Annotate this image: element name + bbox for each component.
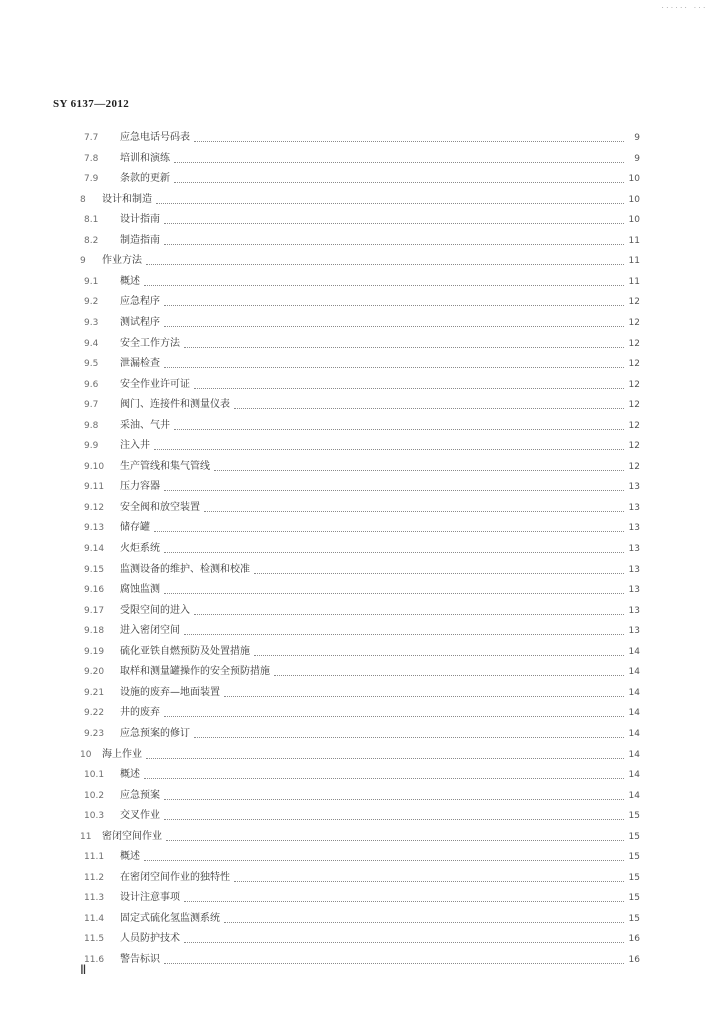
toc-entry-title: 测试程序 [120, 316, 160, 328]
toc-entry-title: 储存罐 [120, 522, 150, 534]
toc-entry-title: 井的废弃 [120, 707, 160, 719]
toc-entry-page: 13 [628, 482, 640, 493]
toc-leader-dots [234, 407, 624, 409]
toc-entry-page: 10 [628, 215, 640, 226]
toc-entry-page: 16 [628, 955, 640, 965]
toc-section-row[interactable] [84, 644, 640, 658]
toc-leader-dots [174, 428, 624, 430]
toc-leader-dots [234, 880, 624, 882]
toc-leader-dots [194, 140, 624, 142]
toc-entry-page: 14 [628, 749, 640, 760]
toc-leader-dots [146, 757, 624, 759]
toc-leader-dots [274, 674, 624, 676]
toc-entry-page: 13 [628, 605, 640, 616]
toc-entry-page: 15 [628, 913, 640, 924]
toc-section-row[interactable] [84, 274, 640, 288]
toc-entry-number: 9.21 [84, 687, 105, 698]
toc-entry-number: 9.2 [84, 297, 99, 308]
toc-entry-page: 14 [628, 728, 640, 739]
toc-leader-dots [174, 161, 624, 163]
toc-entry-number: 9.11 [84, 482, 105, 493]
toc-entry-title: 安全作业许可证 [120, 378, 190, 390]
toc-entry-title: 压力容器 [120, 481, 160, 493]
toc-entry-number: 9.13 [84, 523, 105, 534]
toc-chapter-row[interactable] [80, 253, 640, 267]
toc-entry-page: 12 [628, 461, 640, 472]
toc-entry-title: 应急程序 [120, 296, 160, 308]
toc-entry-page: 14 [628, 646, 640, 657]
toc-section-row[interactable] [84, 582, 640, 596]
toc-entry-page: 15 [628, 852, 640, 863]
toc-entry-number: 10.2 [84, 790, 105, 801]
toc-entry-page: 11 [628, 235, 640, 246]
toc-entry-number: 9.17 [84, 605, 105, 616]
toc-entry-title: 概述 [120, 851, 140, 863]
toc-entry-number: 9 [80, 256, 86, 267]
toc-entry-title: 阀门、连接件和测量仪表 [120, 399, 230, 411]
toc-entry-number: 9.8 [84, 420, 99, 431]
toc-entry-title: 监测设备的维护、检测和校准 [120, 563, 250, 575]
toc-entry-number: 11.5 [84, 934, 105, 945]
toc-entry-number: 8.2 [84, 235, 99, 246]
toc-entry-number: 7.9 [84, 174, 99, 185]
toc-leader-dots [194, 613, 624, 615]
toc-entry-title: 警告标识 [120, 954, 160, 965]
toc-section-row[interactable] [84, 315, 640, 329]
toc-section-row[interactable] [84, 233, 640, 247]
toc-entry-number: 7.7 [84, 133, 99, 143]
toc-chapter-row[interactable] [80, 192, 640, 206]
toc-leader-dots [184, 346, 624, 348]
toc-entry-number: 9.5 [84, 359, 99, 370]
toc-entry-page: 13 [628, 544, 640, 554]
toc-entry-page: 15 [628, 893, 640, 904]
toc-leader-dots [164, 222, 624, 224]
standard-code-header: SY 6137—2012 [53, 98, 130, 110]
toc-entry-title: 海上作业 [102, 748, 142, 760]
toc-leader-dots [154, 530, 624, 532]
toc-leader-dots [164, 243, 624, 245]
toc-section-row[interactable] [84, 377, 640, 391]
toc-leader-dots [254, 654, 624, 656]
toc-entry-page: 14 [628, 687, 640, 698]
toc-entry-title: 泄漏检查 [120, 358, 160, 370]
toc-entry-number: 9.6 [84, 379, 99, 390]
toc-leader-dots [224, 921, 624, 923]
toc-entry-page: 11 [628, 256, 640, 267]
toc-entry-page: 14 [628, 667, 640, 678]
toc-chapter-row[interactable] [80, 829, 640, 843]
toc-entry-page: 9 [634, 153, 640, 164]
toc-entry-number: 9.22 [84, 708, 105, 719]
toc-entry-number: 9.19 [84, 646, 105, 657]
toc-entry-number: 9.7 [84, 400, 99, 411]
toc-leader-dots [174, 181, 624, 183]
toc-entry-number: 10.1 [84, 770, 105, 781]
toc-entry-title: 采油、气井 [120, 419, 170, 431]
toc-entry-page: 15 [628, 831, 640, 842]
toc-leader-dots [204, 510, 624, 512]
toc-section-row[interactable] [84, 808, 640, 822]
toc-entry-number: 9.1 [84, 276, 99, 287]
toc-section-row[interactable] [84, 849, 640, 863]
toc-entry-page: 12 [628, 338, 640, 349]
toc-entry-page: 14 [628, 790, 640, 801]
toc-entry-title: 取样和测量罐操作的安全预防措施 [120, 666, 270, 678]
toc-entry-number: 11.6 [84, 955, 105, 965]
toc-section-row[interactable] [84, 356, 640, 370]
toc-entry-title: 培训和演练 [120, 152, 170, 164]
toc-entry-title: 安全工作方法 [120, 337, 180, 349]
toc-entry-page: 16 [628, 934, 640, 945]
toc-section-row[interactable] [84, 870, 640, 884]
toc-entry-page: 13 [628, 502, 640, 513]
toc-entry-page: 13 [628, 564, 640, 575]
toc-entry-page: 14 [628, 770, 640, 781]
toc-entry-title: 硫化亚铁自燃预防及处置措施 [120, 645, 250, 657]
toc-leader-dots [184, 900, 624, 902]
toc-entry-page: 11 [628, 276, 640, 287]
toc-section-row[interactable] [84, 294, 640, 308]
toc-entry-title: 注入井 [120, 440, 150, 452]
toc-leader-dots [164, 304, 624, 306]
toc-entry-title: 设计和制造 [102, 193, 152, 205]
toc-entry-page: 10 [628, 194, 640, 205]
scan-corner-mark: ...... ... [660, 3, 707, 10]
toc-section-row[interactable] [84, 500, 640, 514]
toc-section-row[interactable] [84, 623, 640, 637]
toc-leader-dots [164, 489, 624, 491]
toc-entry-page: 15 [628, 872, 640, 883]
toc-leader-dots [164, 592, 624, 594]
toc-entry-page: 13 [628, 585, 640, 596]
toc-entry-title: 制造指南 [120, 234, 160, 246]
toc-entry-title: 设计指南 [120, 214, 160, 226]
toc-leader-dots [154, 448, 624, 450]
toc-leader-dots [164, 715, 624, 717]
toc-leader-dots [164, 798, 624, 800]
toc-entry-title: 条款的更新 [120, 173, 170, 185]
toc-entry-number: 10 [80, 749, 92, 760]
toc-entry-title: 火炬系统 [120, 543, 160, 554]
toc-entry-page: 15 [628, 811, 640, 822]
toc-entry-number: 9.15 [84, 564, 105, 575]
toc-section-row[interactable] [84, 541, 640, 555]
toc-entry-title: 受限空间的进入 [120, 604, 190, 616]
toc-entry-number: 9.20 [84, 667, 105, 678]
toc-entry-number: 9.10 [84, 461, 105, 472]
toc-entry-page: 13 [628, 626, 640, 637]
toc-section-row[interactable] [84, 890, 640, 904]
toc-entry-number: 10.3 [84, 811, 105, 822]
toc-entry-title: 概述 [120, 769, 140, 781]
toc-section-row[interactable] [84, 459, 640, 473]
toc-section-row[interactable] [84, 952, 640, 966]
toc-entry-number: 11.4 [84, 913, 105, 924]
toc-leader-dots [164, 325, 624, 327]
toc-entry-number: 9.18 [84, 626, 105, 637]
toc-section-row[interactable] [84, 520, 640, 534]
toc-section-row[interactable] [84, 130, 640, 144]
toc-entry-page: 14 [628, 708, 640, 719]
toc-section-row[interactable] [84, 931, 640, 945]
toc-entry-title: 固定式硫化氢监测系统 [120, 912, 220, 924]
toc-entry-number: 9.3 [84, 317, 99, 328]
toc-leader-dots [144, 284, 624, 286]
toc-leader-dots [164, 551, 624, 553]
toc-entry-page: 12 [628, 359, 640, 370]
toc-entry-number: 9.16 [84, 585, 105, 596]
toc-entry-title: 作业方法 [102, 255, 142, 267]
toc-leader-dots [214, 469, 624, 471]
toc-leader-dots [184, 633, 624, 635]
toc-section-row[interactable] [84, 438, 640, 452]
toc-section-row[interactable] [84, 397, 640, 411]
toc-entry-title: 在密闭空间作业的独特性 [120, 871, 230, 883]
toc-entry-title: 密闭空间作业 [102, 830, 162, 842]
toc-entry-title: 概述 [120, 275, 140, 287]
toc-section-row[interactable] [84, 705, 640, 719]
toc-entry-number: 9.4 [84, 338, 99, 349]
toc-entry-title: 设计注意事项 [120, 892, 180, 904]
toc-leader-dots [164, 818, 624, 820]
toc-entry-title: 交叉作业 [120, 810, 160, 822]
toc-leader-dots [166, 839, 624, 841]
toc-entry-number: 11.3 [84, 893, 105, 904]
toc-entry-title: 应急电话号码表 [120, 132, 190, 143]
toc-section-row[interactable] [84, 767, 640, 781]
toc-entry-title: 设施的废弃—地面装置 [120, 686, 220, 698]
toc-section-row[interactable] [84, 562, 640, 576]
toc-entry-number: 11 [80, 831, 92, 842]
toc-entry-number: 9.23 [84, 728, 105, 739]
toc-section-row[interactable] [84, 171, 640, 185]
toc-section-row[interactable] [84, 726, 640, 740]
toc-entry-page: 12 [628, 441, 640, 452]
toc-leader-dots [144, 777, 624, 779]
toc-leader-dots [164, 366, 624, 368]
toc-leader-dots [164, 962, 624, 964]
toc-section-row[interactable] [84, 336, 640, 350]
toc-entry-number: 11.1 [84, 852, 105, 863]
toc-entry-title: 人员防护技术 [120, 933, 180, 945]
toc-entry-title: 应急预案 [120, 789, 160, 801]
toc-entry-number: 8.1 [84, 215, 99, 226]
toc-entry-number: 9.14 [84, 544, 105, 554]
toc-entry-page: 12 [628, 297, 640, 308]
toc-entry-page: 9 [634, 133, 640, 143]
toc-entry-number: 9.9 [84, 441, 99, 452]
toc-entry-number: 7.8 [84, 153, 99, 164]
toc-section-row[interactable] [84, 418, 640, 432]
toc-section-row[interactable] [84, 151, 640, 165]
toc-section-row[interactable] [84, 664, 640, 678]
toc-entry-page: 10 [628, 174, 640, 185]
toc-entry-title: 腐蚀监测 [120, 584, 160, 596]
toc-leader-dots [144, 859, 624, 861]
toc-section-row[interactable] [84, 212, 640, 226]
toc-entry-title: 安全阀和放空装置 [120, 501, 200, 513]
toc-entry-page: 13 [628, 523, 640, 534]
toc-leader-dots [254, 572, 624, 574]
toc-entry-page: 12 [628, 317, 640, 328]
toc-section-row[interactable] [84, 911, 640, 925]
toc-chapter-row[interactable] [80, 747, 640, 761]
toc-entry-page: 12 [628, 420, 640, 431]
toc-entry-number: 11.2 [84, 872, 105, 883]
toc-section-row[interactable] [84, 685, 640, 699]
toc-section-row[interactable] [84, 479, 640, 493]
toc-leader-dots [194, 387, 624, 389]
toc-entry-number: 9.12 [84, 502, 105, 513]
page-number: Ⅱ [80, 962, 87, 977]
toc-entry-title: 进入密闭空间 [120, 625, 180, 637]
toc-leader-dots [224, 695, 624, 697]
toc-entry-number: 8 [80, 194, 86, 205]
toc-leader-dots [194, 736, 624, 738]
toc-entry-page: 12 [628, 400, 640, 411]
toc-section-row[interactable] [84, 788, 640, 802]
toc-entry-page: 12 [628, 379, 640, 390]
toc-leader-dots [184, 941, 624, 943]
toc-section-row[interactable] [84, 603, 640, 617]
toc-leader-dots [156, 202, 624, 204]
toc-entry-title: 应急预案的修订 [120, 727, 190, 739]
toc-leader-dots [146, 263, 624, 265]
toc-entry-title: 生产管线和集气管线 [120, 460, 210, 472]
